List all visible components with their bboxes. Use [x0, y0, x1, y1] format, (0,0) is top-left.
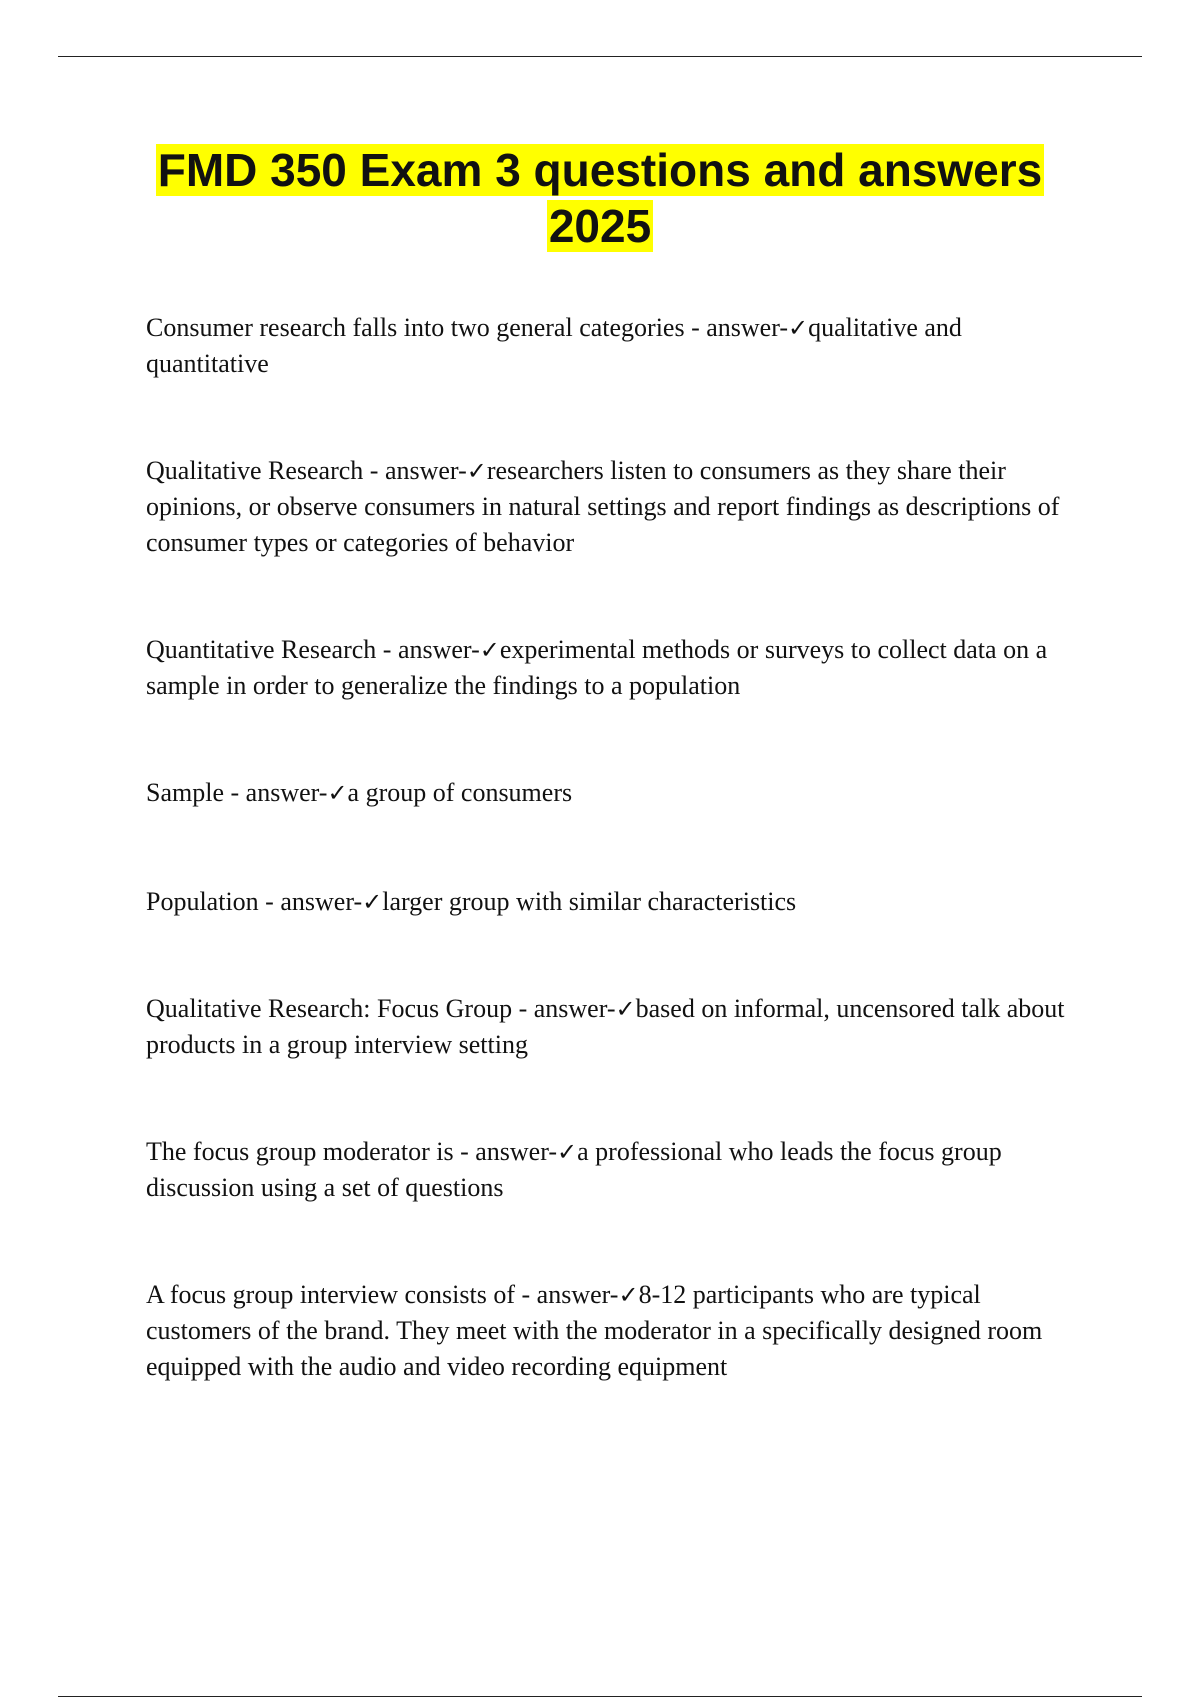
check-icon: ✓ [327, 779, 348, 807]
check-icon: ✓ [618, 1281, 639, 1309]
qa-entry [146, 1277, 1086, 1385]
title-line-2: 2025 [548, 200, 652, 252]
qa-entry [146, 632, 1086, 704]
check-icon: ✓ [615, 995, 636, 1023]
qa-question: Population - [146, 887, 281, 916]
qa-answer: a group of consumers [347, 778, 573, 807]
qa-question: Qualitative Research: Focus Group - [146, 994, 534, 1023]
qa-question: Sample - [146, 778, 246, 807]
qa-question: Quantitative Research - [146, 635, 398, 664]
check-icon: ✓ [479, 636, 500, 664]
qa-entry [146, 991, 1086, 1063]
qa-answer: qualitative and quantitative [146, 313, 962, 378]
qa-entry [146, 775, 572, 811]
title-line-1: FMD 350 Exam 3 questions and answers [157, 144, 1043, 196]
answer-prefix: answer- [475, 1137, 558, 1166]
answer-prefix: answer- [384, 456, 467, 485]
check-icon: ✓ [466, 457, 487, 485]
qa-entry [146, 453, 1086, 561]
qa-question: The focus group moderator is - [146, 1137, 476, 1166]
qa-question: Consumer research falls into two general categories - [146, 313, 707, 342]
qa-answer: 8-12 participants who are typical customers of the brand. They meet with the moderator in a specifically designed room equipped with the audio and video recording equipment [146, 1280, 1043, 1381]
qa-question: A focus group interview consists of - [146, 1280, 537, 1309]
answer-prefix: answer- [706, 313, 789, 342]
check-icon: ✓ [362, 888, 383, 916]
qa-entry [146, 310, 1086, 382]
top-rule [58, 56, 1142, 57]
qa-answer: experimental methods or surveys to collect data on a sample in order to generalize the findings to a population [146, 635, 1048, 700]
answer-prefix: answer- [245, 778, 328, 807]
bottom-rule [58, 1696, 1142, 1697]
qa-answer: researchers listen to consumers as they share their opinions, or observe consumers in natural settings and report findings as descriptions of consumer types or categories of behavior [146, 456, 1060, 557]
answer-prefix: answer- [533, 994, 616, 1023]
qa-question: Qualitative Research - [146, 456, 385, 485]
check-icon: ✓ [557, 1138, 578, 1166]
document-title [100, 142, 1100, 254]
answer-prefix: answer- [280, 887, 363, 916]
qa-entry [146, 884, 796, 920]
answer-prefix: answer- [536, 1280, 619, 1309]
qa-answer: larger group with similar characteristics [382, 887, 797, 916]
check-icon: ✓ [788, 314, 809, 342]
answer-prefix: answer- [397, 635, 480, 664]
qa-answer: a professional who leads the focus group discussion using a set of questions [146, 1137, 1002, 1202]
qa-answer: based on informal, uncensored talk about products in a group interview setting [146, 994, 1065, 1059]
qa-entry [146, 1134, 1086, 1206]
